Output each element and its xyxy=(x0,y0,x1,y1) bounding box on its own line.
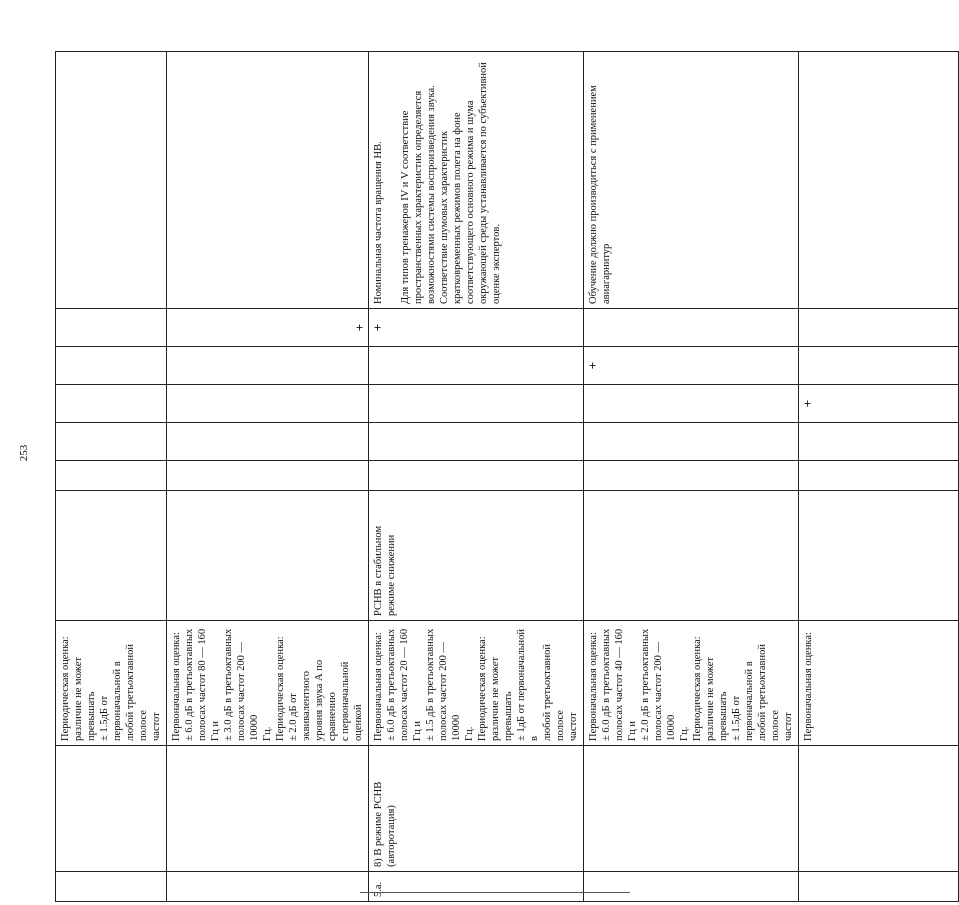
cell-empty xyxy=(56,423,167,461)
param-line: ± 3.0 дБ в третьоктавных xyxy=(223,628,234,741)
param-line: ± 6.0 дБ в третьоктавных xyxy=(386,628,397,741)
cell-params xyxy=(56,621,167,746)
cell-empty xyxy=(167,423,369,461)
cell-mark: + xyxy=(369,309,584,347)
cell-mark xyxy=(799,347,959,385)
cell-num xyxy=(799,872,959,902)
param-line: любой третьоктавной полосе xyxy=(757,644,781,741)
param-line: полосах частот 40 — 160 Гц и xyxy=(614,628,638,741)
param-line: Периодическая оценка: xyxy=(275,636,286,741)
rotated-page xyxy=(55,52,815,902)
cell-notes xyxy=(56,52,167,309)
cell-mark: + xyxy=(167,309,369,347)
param-line: Периодическая оценка: xyxy=(477,636,488,741)
param-line: частот xyxy=(568,712,579,741)
cell-item xyxy=(799,746,959,872)
param-line: с первоначальной оценкой xyxy=(340,661,364,741)
param-line: ± 6.0 дБ в третьоктавных xyxy=(184,628,195,741)
cell-condition xyxy=(56,491,167,621)
cell-num xyxy=(167,872,369,902)
param-line: уровня звука А по сравнению xyxy=(314,659,338,741)
cell-mark xyxy=(799,309,959,347)
note-sound-types: Для типов тренажеров IV и V соответствие пространственных характеристик определяется возможностями системы воспроизведения звука. Соответствие шумовых характеристик кратковременных режимов полета на фоне соответствующего основного режима и шума окружающей среды устанавливается по субъективной оценке экспертов. xyxy=(400,62,502,304)
table-row xyxy=(799,52,959,902)
cell-mark xyxy=(369,385,584,423)
param-line: различие не может превышать xyxy=(490,656,514,741)
cell-notes xyxy=(167,52,369,309)
param-line: Гц. xyxy=(262,726,273,741)
table-row xyxy=(369,52,584,902)
param-line: Первоначальная оценка: xyxy=(171,632,182,741)
requirements-table xyxy=(55,51,959,902)
cell-empty xyxy=(167,461,369,491)
param-line: Гц. xyxy=(679,726,690,741)
param-line: полосах частот 200 — 10000 xyxy=(236,641,260,741)
param-line: ± 1.5дБ от первоначальной в xyxy=(99,661,123,741)
cell-mark xyxy=(584,309,799,347)
param-line: различие не может превышать xyxy=(73,656,97,741)
cell-mark xyxy=(167,385,369,423)
cell-mark xyxy=(56,309,167,347)
param-line: ± 2.0 дБ от эквивалентного xyxy=(288,670,312,741)
param-line: ± 6.0 дБ в третьоктавных xyxy=(601,628,612,741)
param-line: полосах частот 200 — 10000 xyxy=(653,641,677,741)
cell-condition xyxy=(167,491,369,621)
cell-empty xyxy=(584,461,799,491)
table-row xyxy=(56,52,167,902)
cell-num xyxy=(56,872,167,902)
table-row xyxy=(584,52,799,902)
cell-item xyxy=(584,746,799,872)
cell-mark xyxy=(56,385,167,423)
param-line: любой третьоктавной полосе xyxy=(542,644,566,741)
cell-item xyxy=(167,746,369,872)
param-line: частот xyxy=(783,712,794,741)
cell-item xyxy=(56,746,167,872)
param-line: полосах частот 80 — 160 Гц и xyxy=(197,628,221,741)
cell-notes: Обучение должно производиться с применением авиагарнитур xyxy=(584,52,799,309)
param-line: ± 1.5 дБ в третьоктавных xyxy=(425,628,436,741)
note-rotor-speed: Номинальная частота вращения НВ. xyxy=(373,141,384,304)
cell-params xyxy=(799,621,959,746)
param-line: ± 1.5дБ от первоначальной в xyxy=(731,661,755,741)
cell-condition xyxy=(584,491,799,621)
param-line: Первоначальная оценка: xyxy=(373,632,384,741)
cell-num xyxy=(584,872,799,902)
param-line: полосах частот 20 — 160 Гц и xyxy=(399,628,423,741)
param-line: любой третьоктавной полосе xyxy=(125,644,149,741)
cell-mark xyxy=(167,347,369,385)
param-line: Гц. xyxy=(464,726,475,741)
param-line: частот xyxy=(151,712,162,741)
param-line: ± 1дБ от первоначальной в xyxy=(516,628,540,741)
cell-params xyxy=(167,621,369,746)
param-line: Первоначальная оценка: xyxy=(803,632,814,741)
param-line: Периодическая оценка: xyxy=(692,636,703,741)
param-line: Периодическая оценка: xyxy=(60,636,71,741)
cell-params xyxy=(369,621,584,746)
cell-notes xyxy=(799,52,959,309)
cell-mark xyxy=(56,347,167,385)
param-line: ± 2.0 дБ в третьоктавных xyxy=(640,628,651,741)
table-row xyxy=(167,52,369,902)
cell-empty xyxy=(369,461,584,491)
cell-empty xyxy=(584,423,799,461)
cell-condition: РСНВ в стабильном режиме снижении xyxy=(369,491,584,621)
page-number: 253 xyxy=(18,444,30,462)
cell-mark xyxy=(584,385,799,423)
cell-condition xyxy=(799,491,959,621)
param-line: полосах частот 200 — 10000 xyxy=(438,641,462,741)
cell-item: 8) В режиме РСНВ (авторотация) xyxy=(369,746,584,872)
cell-mark: + xyxy=(584,347,799,385)
cell-notes xyxy=(369,52,584,309)
cell-params xyxy=(584,621,799,746)
cell-mark xyxy=(369,347,584,385)
page-edge-line xyxy=(360,892,630,893)
param-line: различие не может превышать xyxy=(705,656,729,741)
cell-mark: + xyxy=(799,385,959,423)
cell-empty xyxy=(799,461,959,491)
cell-empty xyxy=(369,423,584,461)
cell-empty xyxy=(56,461,167,491)
cell-empty xyxy=(799,423,959,461)
cell-num: 5.а. xyxy=(369,872,584,902)
param-line: Первоначальная оценка: xyxy=(588,632,599,741)
